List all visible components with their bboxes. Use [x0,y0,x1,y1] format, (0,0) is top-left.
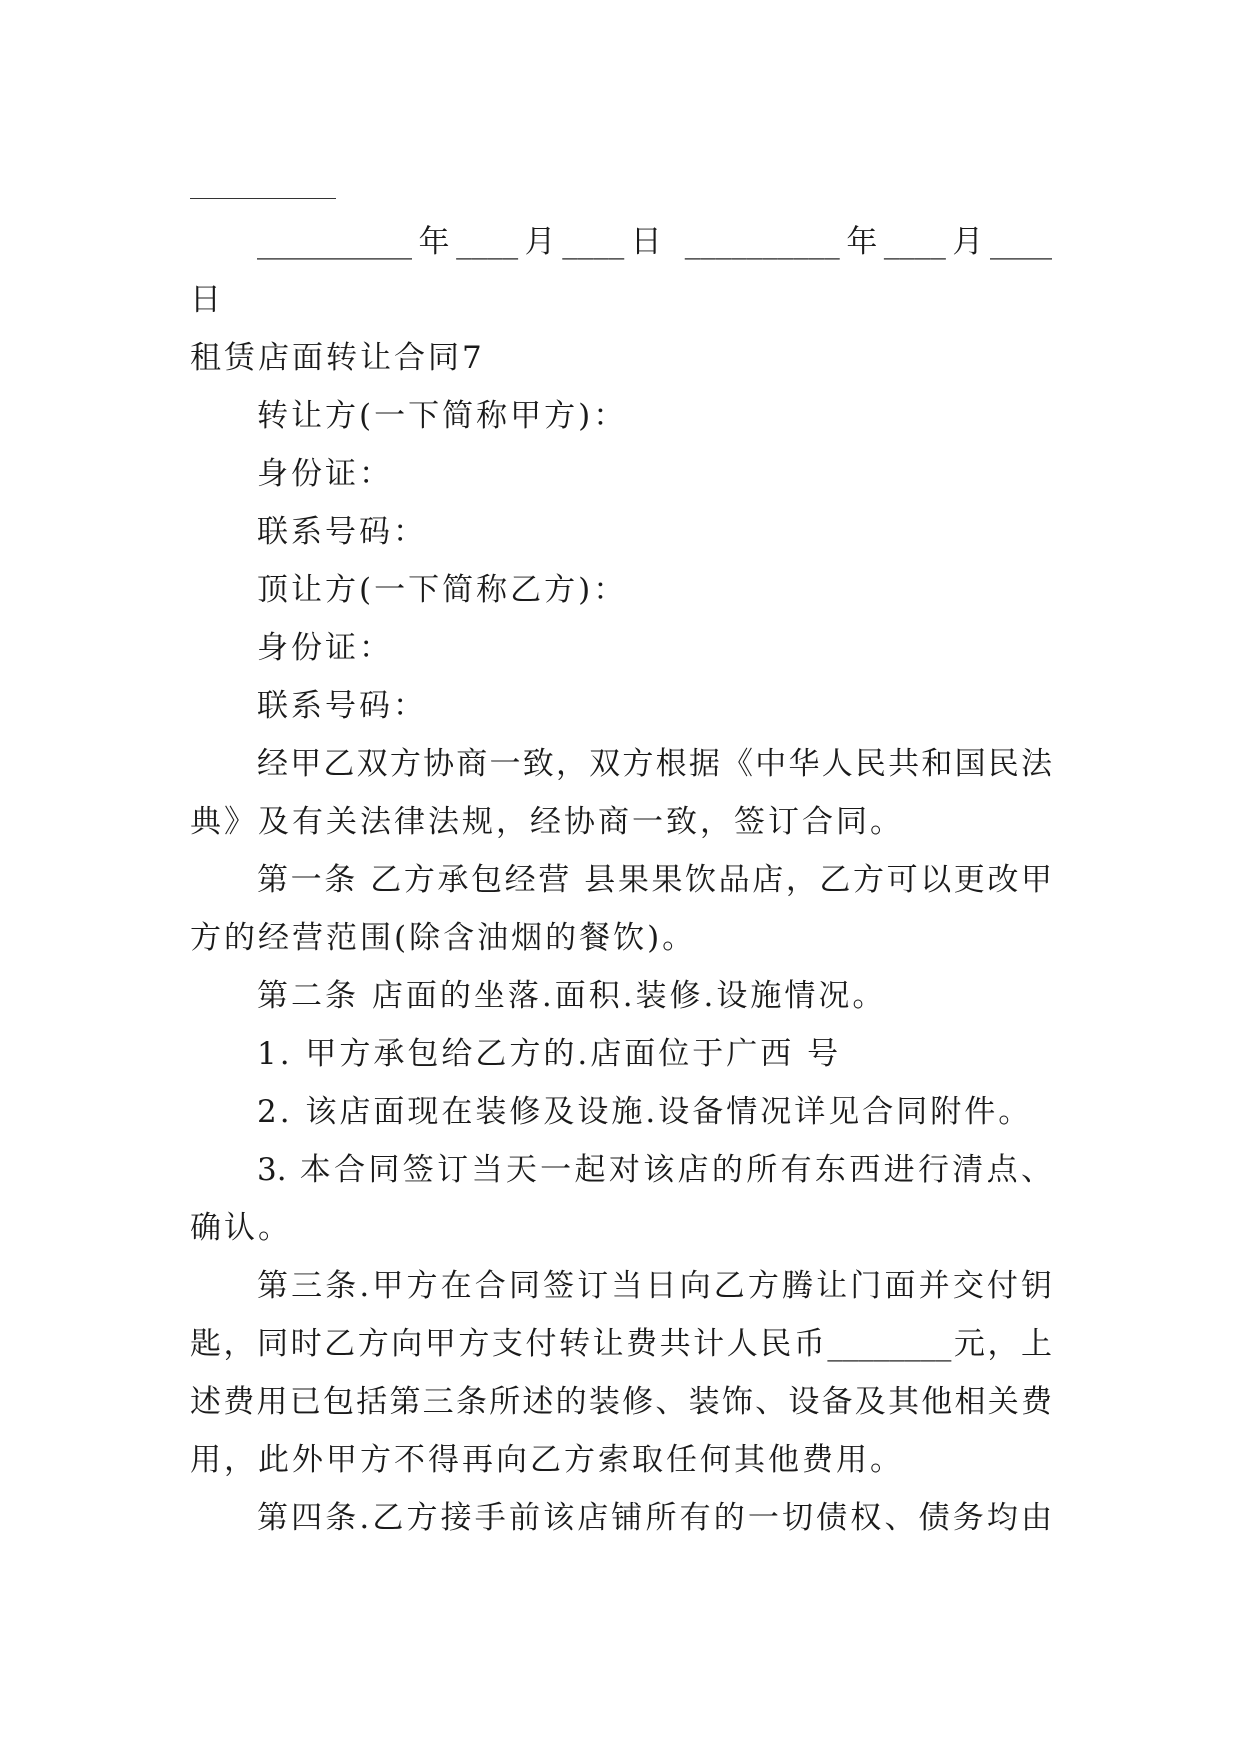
intro-paragraph-line1: 经甲乙双方协商一致，双方根据《中华人民共和国民法 [257,746,1052,782]
article-3-line4: 用，此外甲方不得再向乙方索取任何其他费用。 [190,1442,904,1478]
article-2-item-2: 2. 该店面现在装修及设施.设备情况详见合同附件。 [257,1094,1033,1130]
party-b-id: 身份证： [257,630,393,666]
party-a-id: 身份证： [257,456,393,492]
party-b-label: 顶让方(一下简称乙方)： [257,572,628,608]
party-a-phone: 联系号码： [257,514,427,550]
article-3-line1: 第三条.甲方在合同签订当日向乙方腾让门面并交付钥 [257,1268,1052,1304]
date-line: __________年____月____日 __________年____月____ [257,224,1052,260]
article-3-line3: 述费用已包括第三条所述的装修、装饰、设备及其他相关费 [190,1384,1052,1420]
intro-paragraph-line2: 典》及有关法律法规，经协商一致，签订合同。 [190,804,904,840]
article-2-item-3-line1: 3. 本合同签订当天一起对该店的所有东西进行清点、 [257,1152,1052,1188]
contract-heading: 租赁店面转让合同7 [190,340,485,376]
date-line-tail: 日 [190,282,224,318]
article-2-item-1: 1. 甲方承包给乙方的.店面位于广西 号 [257,1036,842,1072]
party-a-label: 转让方(一下简称甲方)： [257,398,628,434]
article-3-line2: 匙，同时乙方向甲方支付转让费共计人民币________元，上 [190,1326,1052,1362]
article-1-line1: 第一条 乙方承包经营 县果果饮品店，乙方可以更改甲 [257,862,1052,898]
blank-rule [190,198,336,199]
article-1-line2: 方的经营范围(除含油烟的餐饮)。 [190,920,697,956]
party-b-phone: 联系号码： [257,688,427,724]
article-2-item-3-line2: 确认。 [190,1210,292,1246]
article-4-line1: 第四条.乙方接手前该店铺所有的一切债权、债务均由 [257,1500,1052,1536]
article-2-title: 第二条 店面的坐落.面积.装修.设施情况。 [257,978,887,1014]
